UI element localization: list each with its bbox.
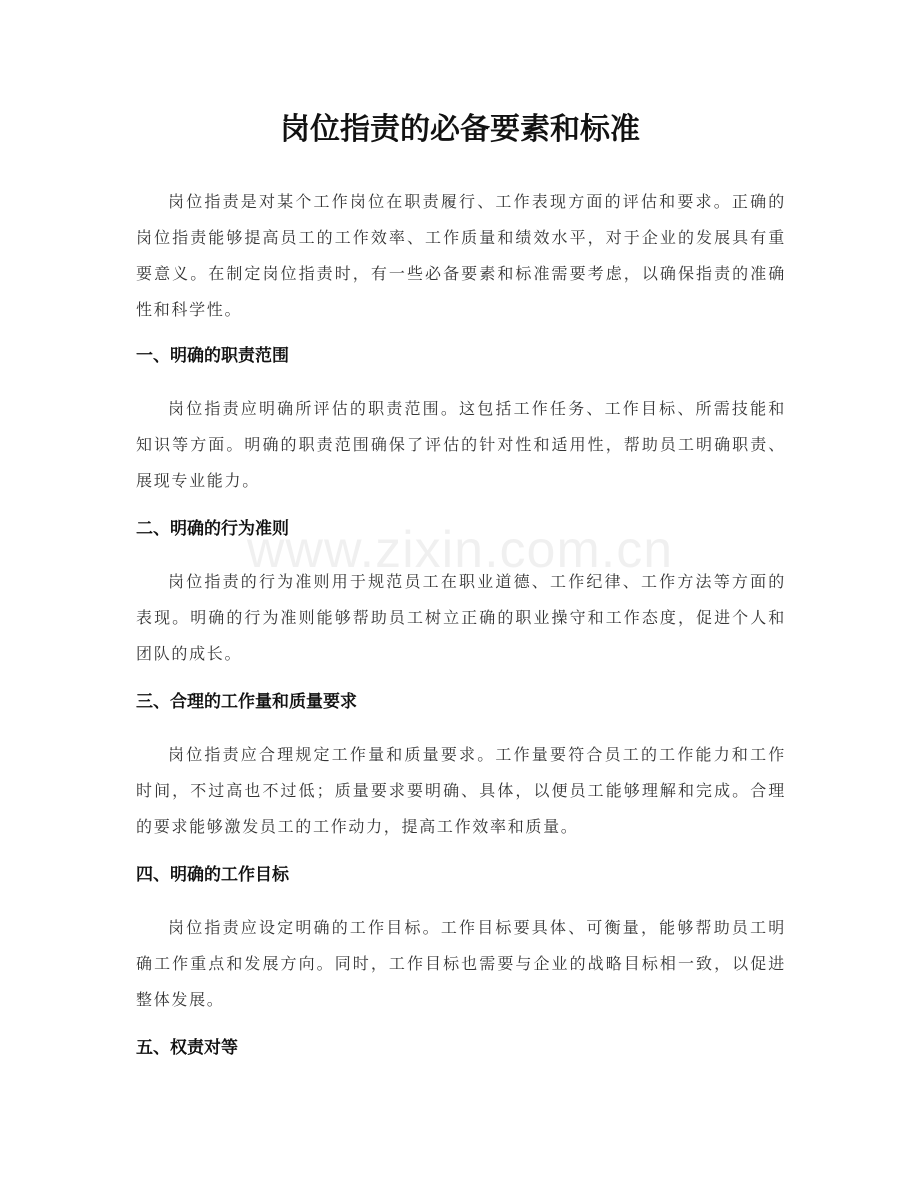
intro-paragraph: 岗位指责是对某个工作岗位在职责履行、工作表现方面的评估和要求。正确的岗位指责能够提高员工的工作效率、工作质量和绩效水平，对于企业的发展具有重要意义。在制定岗位指责时，有一些必备要素和标准需要考虑，以确保指责的准确性和科学性。 xyxy=(136,192,786,319)
section-5-heading: 五、权责对等 xyxy=(136,1038,238,1058)
section-2-heading: 二、明确的行为准则 xyxy=(136,519,289,539)
section-1-body: 岗位指责应明确所评估的职责范围。这包括工作任务、工作目标、所需技能和知识等方面。明确的职责范围确保了评估的针对性和适用性，帮助员工明确职责、展现专业能力。 xyxy=(136,399,786,490)
section-4-heading: 四、明确的工作目标 xyxy=(136,865,289,885)
watermark: www.zixin.com.cn xyxy=(246,521,674,579)
section-3-body: 岗位指责应合理规定工作量和质量要求。工作量要符合员工的工作能力和工作时间，不过高也不过低；质量要求要明确、具体，以便员工能够理解和完成。合理的要求能够激发员工的工作动力，提高工作效率和质量。 xyxy=(136,745,786,836)
section-4-body: 岗位指责应设定明确的工作目标。工作目标要具体、可衡量，能够帮助员工明确工作重点和发展方向。同时，工作目标也需要与企业的战略目标相一致，以促进整体发展。 xyxy=(136,918,786,1009)
section-2-body: 岗位指责的行为准则用于规范员工在职业道德、工作纪律、工作方法等方面的表现。明确的行为准则能够帮助员工树立正确的职业操守和工作态度，促进个人和团队的成长。 xyxy=(136,572,786,663)
section-3-heading: 三、合理的工作量和质量要求 xyxy=(136,692,357,712)
section-1-heading: 一、明确的职责范围 xyxy=(136,346,289,366)
document-title: 岗位指责的必备要素和标准 xyxy=(280,112,640,147)
